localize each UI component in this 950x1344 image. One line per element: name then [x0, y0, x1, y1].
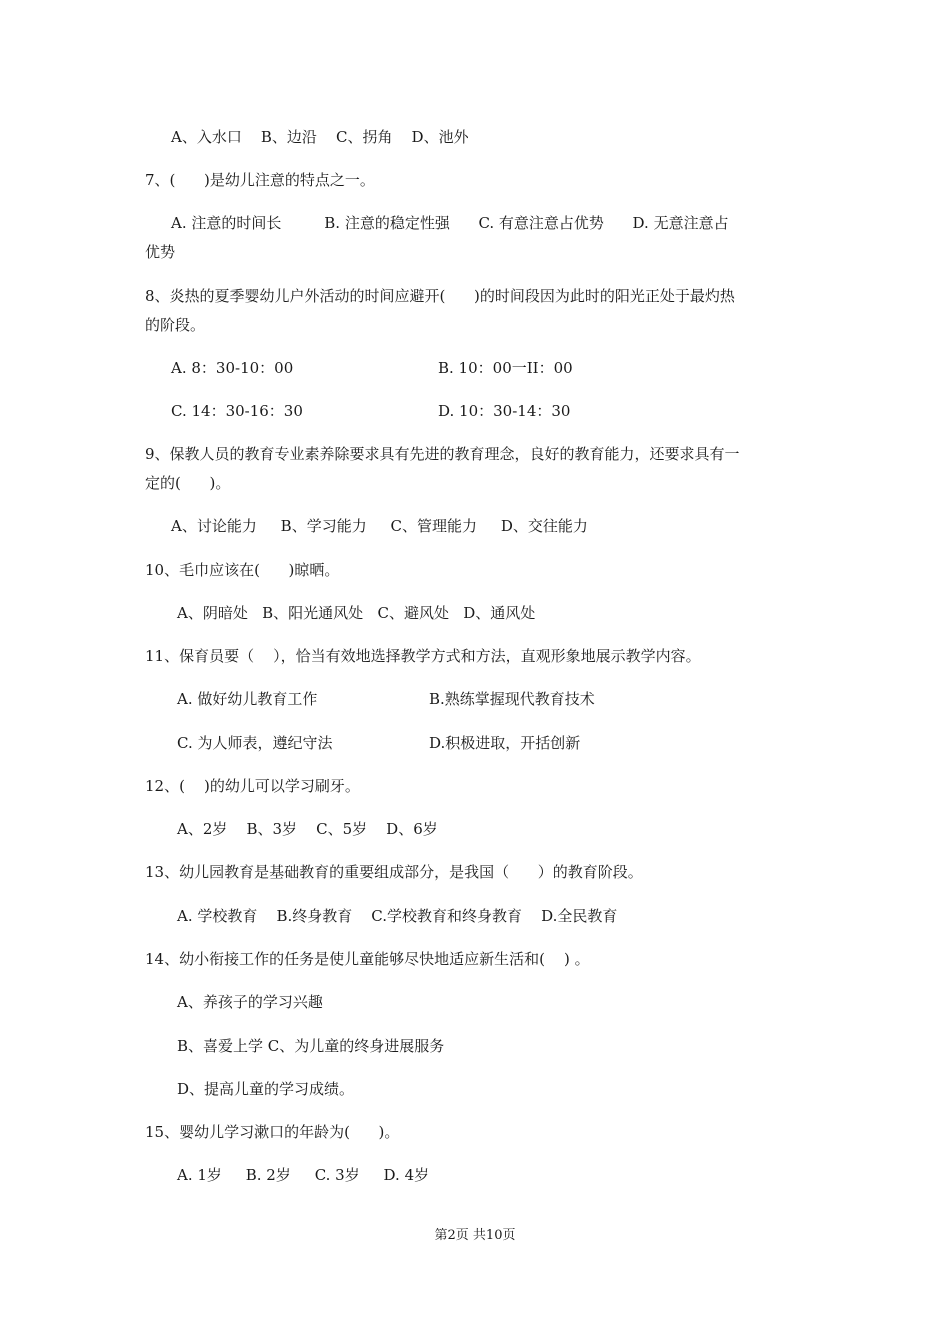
q11-option-d: D.积极进取，开括创新 — [429, 734, 581, 752]
q14-option-bc: B、喜爱上学 C、为儿童的终身进展服务 — [177, 1037, 445, 1055]
q15-options: A. 1岁 B. 2岁 C. 3岁 D. 4岁 — [177, 1166, 430, 1184]
q7-stem: 7、( )是幼儿注意的特点之一。 — [145, 171, 375, 189]
q8-stem-line2: 的阶段。 — [145, 316, 206, 334]
q10-options: A、阴暗处 B、阳光通风处 C、避风处 D、通风处 — [177, 604, 536, 622]
q14-option-a: A、养孩子的学习兴趣 — [177, 993, 323, 1011]
q12-stem: 12、( )的幼儿可以学习刷牙。 — [145, 777, 360, 795]
q6-options: A、入水口 B、边沿 C、拐角 D、池外 — [171, 128, 469, 146]
q12-options: A、2岁 B、3岁 C、5岁 D、6岁 — [177, 820, 438, 838]
page-footer: 第2页 共10页 — [434, 1228, 516, 1243]
q9-options: A、讨论能力 B、学习能力 C、管理能力 D、交往能力 — [171, 517, 588, 535]
q10-stem: 10、毛巾应该在( )晾晒。 — [145, 561, 340, 579]
q11-option-b: B.熟练掌握现代教育技术 — [429, 690, 595, 708]
q8-stem-line1: 8、炎热的夏季婴幼儿户外活动的时间应避开( )的时间段因为此时的阳光正处于最灼热 — [145, 287, 735, 305]
q14-stem: 14、幼小衔接工作的任务是使儿童能够尽快地适应新生活和( ) 。 — [145, 950, 590, 968]
q9-stem-line1: 9、保教人员的教育专业素养除要求具有先进的教育理念，良好的教育能力，还要求具有一 — [145, 445, 740, 463]
q11-option-c: C. 为人师表，遵纪守法 — [177, 734, 333, 752]
q8-option-d: D. 10：30-14：30 — [438, 402, 571, 420]
q8-option-a: A. 8：30-10：00 — [171, 359, 294, 377]
q9-stem-line2: 定的( )。 — [145, 474, 231, 492]
q11-option-a: A. 做好幼儿教育工作 — [177, 690, 318, 708]
q7-options-line2: 优势 — [145, 243, 176, 261]
q15-stem: 15、婴幼儿学习漱口的年龄为( )。 — [145, 1123, 400, 1141]
q14-option-d: D、提高儿童的学习成绩。 — [177, 1080, 355, 1098]
q7-options-line1: A. 注意的时间长 B. 注意的稳定性强 C. 有意注意占优势 D. 无意注意占 — [171, 214, 729, 232]
q13-options: A. 学校教育 B.终身教育 C.学校教育和终身教育 D.全民教育 — [177, 907, 618, 925]
q11-stem: 11、保育员要（ ），恰当有效地选择教学方式和方法，直观形象地展示教学内容。 — [145, 647, 701, 665]
q13-stem: 13、幼儿园教育是基础教育的重要组成部分，是我国（ ）的教育阶段。 — [145, 863, 643, 881]
q8-option-c: C. 14：30-16：30 — [171, 402, 303, 420]
q8-option-b: B. 10：00一II：00 — [438, 359, 573, 377]
